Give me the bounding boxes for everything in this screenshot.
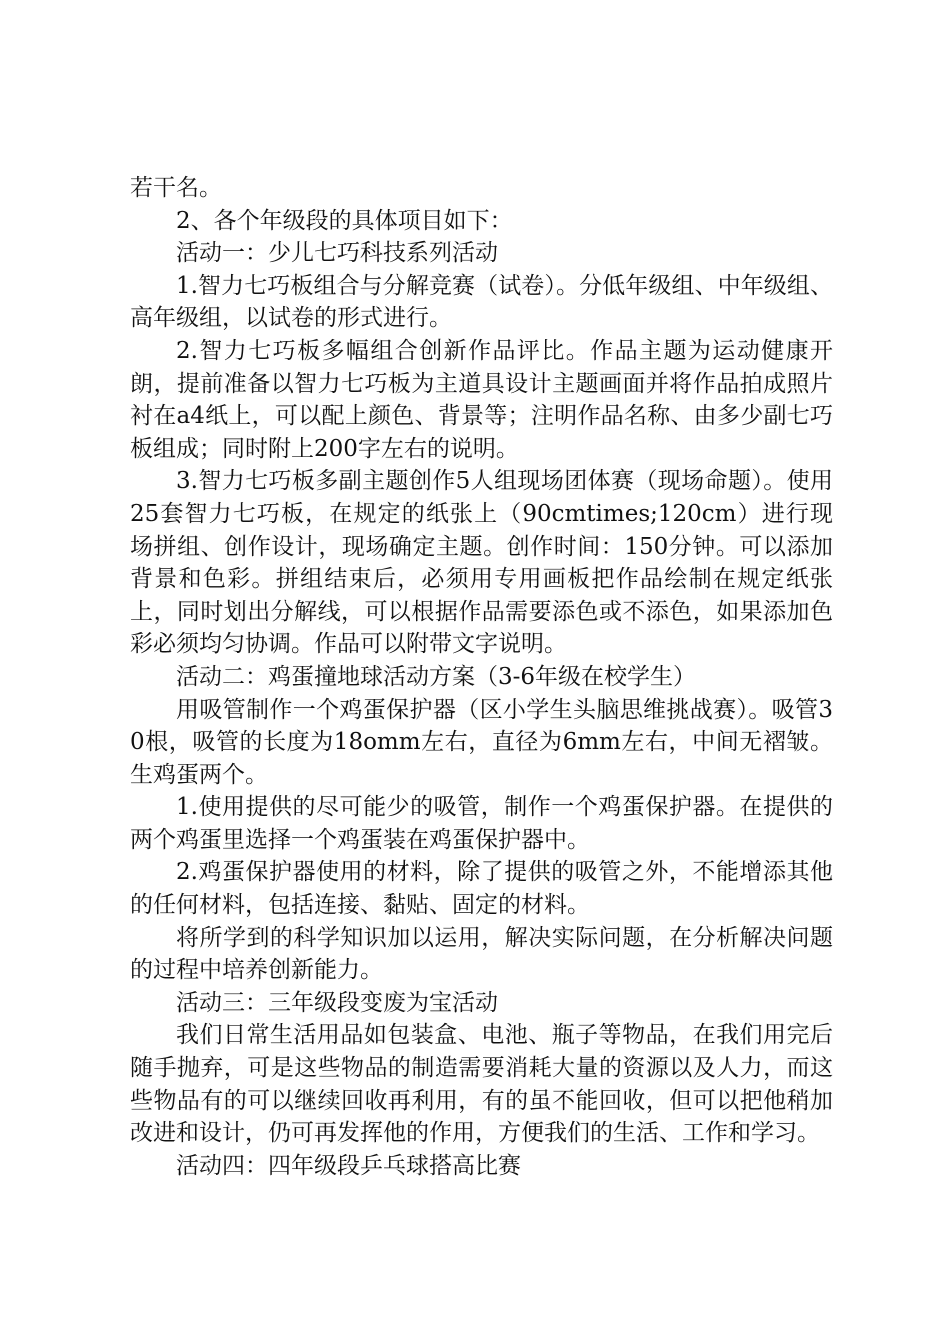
section-heading: 活动四：四年级段乒乓球搭高比赛 bbox=[176, 1152, 521, 1179]
section-heading: 活动二：鸡蛋撞地球活动方案（3-6年级在校学生） bbox=[176, 663, 697, 690]
paragraph: 2、各个年级段的具体项目如下： bbox=[176, 207, 513, 234]
paragraph: 若干名。 bbox=[130, 175, 222, 201]
paragraph: 2.智力七巧板多幅组合创新作品评比。作品主题为运动健康开朗，提前准备以智力七巧板为主道具设计主题画面并将作品拍成照片衬在a4纸上，可以配上颜色、背景等；注明作品名称、由多少副七巧板组成；同时附上200字左右的说明。 bbox=[130, 337, 833, 462]
paragraph: 1.使用提供的尽可能少的吸管，制作一个鸡蛋保护器。在提供的两个鸡蛋里选择一个鸡蛋装在鸡蛋保护器中。 bbox=[130, 794, 833, 853]
paragraph: 3.智力七巧板多副主题创作5人组现场团体赛（现场命题）。使用25套智力七巧板，在规定的纸张上（90cmtimes;120cm）进行现场拼组、创作设计，现场确定主题。创作时间：150分钟。可以添加背景和色彩。拼组结束后，必须用专用画板把作品绘制在规定纸张上，同时划出分解线，可以根据作品需要添色或不添色，如果添加色彩必须均匀协调。作品可以附带文字说明。 bbox=[130, 468, 833, 658]
paragraph: 用吸管制作一个鸡蛋保护器（区小学生头脑思维挑战赛）。吸管30根，吸管的长度为18omm左右，直径为6mm左右，中间无褶皱。生鸡蛋两个。 bbox=[130, 696, 833, 788]
section-heading: 活动一：少儿七巧科技系列活动 bbox=[176, 240, 498, 267]
document-body bbox=[130, 172, 833, 1182]
paragraph: 将所学到的科学知识加以运用，解决实际问题，在分析解决问题的过程中培养创新能力。 bbox=[130, 924, 833, 984]
section-heading: 活动三：三年级段变废为宝活动 bbox=[176, 989, 498, 1016]
paragraph: 2.鸡蛋保护器使用的材料，除了提供的吸管之外，不能增添其他的任何材料，包括连接、黏贴、固定的材料。 bbox=[130, 859, 833, 919]
paragraph: 1.智力七巧板组合与分解竞赛（试卷）。分低年级组、中年级组、高年级组，以试卷的形式进行。 bbox=[130, 272, 833, 332]
paragraph: 我们日常生活用品如包装盒、电池、瓶子等物品，在我们用完后随手抛弃，可是这些物品的制造需要消耗大量的资源以及人力，而这些物品有的可以继续回收再利用，有的虽不能回收，但可以把他稍加改进和设计，仍可再发挥他的作用，方便我们的生活、工作和学习。 bbox=[130, 1022, 833, 1147]
